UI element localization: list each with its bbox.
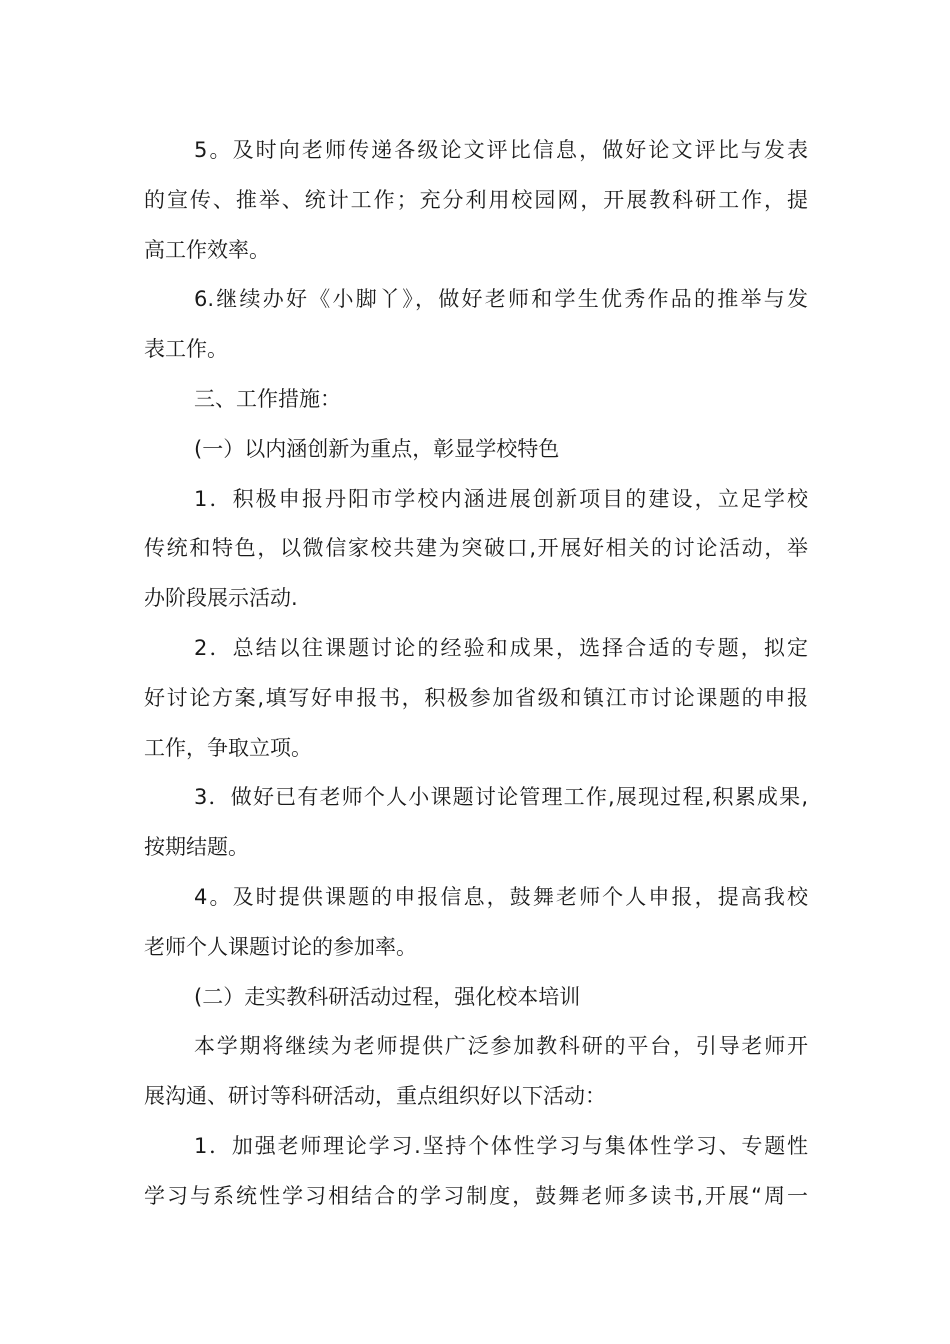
text-line: 好讨论方案,填写好申报书，积极参加省级和镇江市讨论课题的申报 [144, 685, 808, 710]
text-line: 1．加强老师理论学习.坚持个体性学习与集体性学习、专题性 [194, 1133, 808, 1158]
text-line: 表工作。 [144, 337, 228, 362]
text-line: 老师个人课题讨论的参加率。 [144, 934, 417, 959]
text-line: 办阶段展示活动. [144, 586, 298, 611]
text-line: 4。及时提供课题的申报信息，鼓舞老师个人申报，提高我校 [194, 884, 808, 909]
subheading-research-activities [144, 973, 808, 1023]
paragraph-intro [144, 1022, 808, 1122]
text-line: 工作，争取立项。 [144, 735, 312, 760]
subheading-connotation-innovation [144, 425, 808, 475]
text-line: 传统和特色，以微信家校共建为突破口,开展好相关的讨论活动，举 [144, 536, 808, 561]
text-line: 1．积极申报丹阳市学校内涵进展创新项目的建设，立足学校 [194, 486, 808, 511]
text-line: 学习与系统性学习相结合的学习制度，鼓舞老师多读书,开展“周一 [144, 1183, 808, 1208]
document-body [144, 126, 808, 1222]
heading-line: (一）以内涵创新为重点，彰显学校特色 [194, 436, 560, 461]
text-line: 5。及时向老师传递各级论文评比信息，做好论文评比与发表 [194, 138, 808, 162]
paragraph-item-6 [144, 275, 808, 375]
text-line: 按期结题。 [144, 835, 249, 860]
paragraph-measure-3 [144, 773, 808, 873]
paragraph-measure-1 [144, 475, 808, 624]
paragraph-activity-1 [144, 1122, 808, 1222]
text-line: 2．总结以往课题讨论的经验和成果，选择合适的专题，拟定 [194, 635, 808, 660]
text-line: 本学期将继续为老师提供广泛参加教科研的平台，引导老师开 [194, 1034, 808, 1059]
text-line: 3．做好已有老师个人小课题讨论管理工作,展现过程,积累成果, [194, 785, 808, 810]
paragraph-measure-4 [144, 873, 808, 973]
text-line: 高工作效率。 [144, 237, 270, 262]
section-heading-measures [144, 375, 808, 425]
paragraph-measure-2 [144, 624, 808, 773]
heading-line: (二）走实教科研活动过程，强化校本培训 [194, 984, 581, 1009]
text-line: 展沟通、研讨等科研活动，重点组织好以下活动： [144, 1084, 606, 1109]
text-line: 6.继续办好《小脚丫》，做好老师和学生优秀作品的推举与发 [194, 287, 808, 312]
heading-line: 三、工作措施： [194, 386, 341, 411]
paragraph-item-5 [144, 126, 808, 275]
text-line: 的宣传、推举、统计工作；充分利用校园网，开展教科研工作，提 [144, 187, 808, 212]
